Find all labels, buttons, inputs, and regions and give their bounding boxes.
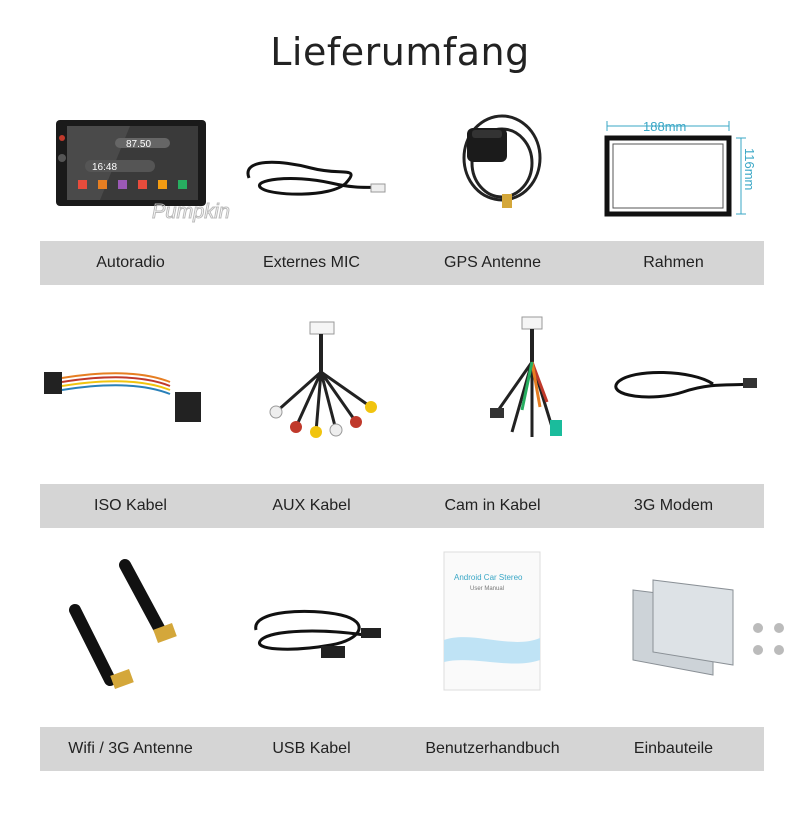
image-row-2 [40,312,764,442]
item-label: Autoradio [96,254,165,271]
item-label: 3G Modem [633,497,714,514]
item-label: Wifi / 3G Antenne [68,740,193,757]
radio-clock: 16:48 [92,162,118,173]
item-label: Benutzerhandbuch [425,740,560,757]
frame-width-label: 188mm [643,119,687,134]
item-label: AUX Kabel [272,497,351,514]
image-row-3 [40,560,764,690]
mounting-parts-image [583,560,764,690]
usb-cable-image [221,560,402,690]
wifi-3g-antenna-image [40,560,221,690]
item-label: Cam in Kabel [444,497,541,514]
car-radio-image [40,108,230,238]
item-label: Rahmen [643,254,704,271]
manual-subtitle: User Manual [470,586,505,592]
image-row-1 [40,108,764,238]
label-band-1 [40,241,764,285]
3g-modem-image [583,312,764,442]
page-title: Lieferumfang [270,30,530,74]
user-manual-image [402,560,583,690]
label-band-2 [40,484,764,528]
manual-title: Android Car Stereo [454,573,523,582]
cam-in-cable-image [402,312,583,442]
gps-antenna-image [402,108,583,238]
item-label: Externes MIC [263,254,360,271]
item-label: USB Kabel [272,740,351,757]
external-mic-image [221,108,402,238]
item-label: GPS Antenne [444,254,541,271]
frame-height-label: 116mm [742,148,757,191]
mounting-frame-image [583,108,764,238]
item-label: Einbauteile [633,740,714,757]
aux-cable-image [221,312,402,442]
radio-frequency: 87.50 [126,139,152,150]
brand-watermark: Pumpkin [152,201,230,223]
iso-cable-image [40,312,221,442]
item-label: ISO Kabel [94,497,167,514]
label-band-3 [40,727,764,771]
